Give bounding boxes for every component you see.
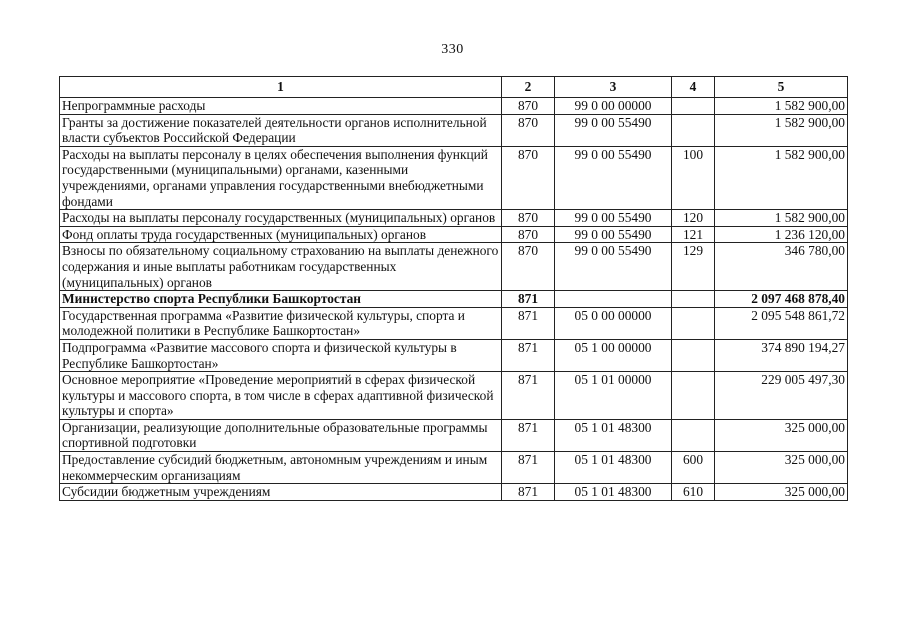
cell-amount: 325 000,00 [715,419,848,451]
cell-amount: 229 005 497,30 [715,372,848,420]
cell-code: 871 [502,307,555,339]
table-row [60,372,848,420]
table-row [60,307,848,339]
cell-expense-type [672,114,715,146]
cell-expense-type: 600 [672,452,715,484]
table-row [60,339,848,371]
cell-name: Непрограммные расходы [60,98,502,115]
table-row [60,419,848,451]
cell-expense-type [672,98,715,115]
table-row [60,484,848,501]
cell-classification: 05 1 01 48300 [555,484,672,501]
cell-name: Министерство спорта Республики Башкортостан [60,291,502,308]
table-row [60,243,848,291]
table-row [60,98,848,115]
cell-amount: 2 097 468 878,40 [715,291,848,308]
table-row [60,226,848,243]
cell-expense-type: 100 [672,146,715,209]
cell-code: 870 [502,210,555,227]
table-row [60,146,848,209]
cell-code: 870 [502,226,555,243]
cell-code: 870 [502,114,555,146]
cell-code: 871 [502,419,555,451]
cell-classification: 99 0 00 55490 [555,146,672,209]
cell-expense-type [672,339,715,371]
cell-amount: 1 582 900,00 [715,210,848,227]
cell-classification: 99 0 00 55490 [555,226,672,243]
column-header-code: 2 [502,77,555,98]
cell-name: Расходы на выплаты персоналу в целях обеспечения выполнения функций государственными (муниципальными) органами, казенными учреждениями, органами управления государственными внебюджетными фондами [60,146,502,209]
cell-code: 871 [502,452,555,484]
cell-amount: 325 000,00 [715,484,848,501]
page-number: 330 [441,42,464,57]
column-header-name: 1 [60,77,502,98]
cell-name: Субсидии бюджетным учреждениям [60,484,502,501]
cell-code: 870 [502,98,555,115]
cell-name: Основное мероприятие «Проведение мероприятий в сферах физической культуры и массового спорта, в том числе в сферах адаптивной физической культуры и спорта» [60,372,502,420]
cell-code: 871 [502,484,555,501]
cell-code: 871 [502,291,555,308]
cell-classification: 05 1 01 48300 [555,452,672,484]
cell-classification: 05 1 01 00000 [555,372,672,420]
table-header-row [60,77,848,98]
cell-classification: 99 0 00 00000 [555,98,672,115]
cell-amount: 2 095 548 861,72 [715,307,848,339]
cell-name: Расходы на выплаты персоналу государственных (муниципальных) органов [60,210,502,227]
table-row [60,210,848,227]
cell-expense-type: 129 [672,243,715,291]
table-row [60,291,848,308]
cell-code: 871 [502,339,555,371]
cell-name: Организации, реализующие дополнительные образовательные программы спортивной подготовки [60,419,502,451]
budget-table [59,76,848,501]
cell-expense-type: 610 [672,484,715,501]
cell-classification: 99 0 00 55490 [555,210,672,227]
table-row [60,452,848,484]
cell-amount: 1 236 120,00 [715,226,848,243]
cell-name: Подпрограмма «Развитие массового спорта и физической культуры в Республике Башкортостан» [60,339,502,371]
cell-expense-type: 121 [672,226,715,243]
cell-classification: 05 1 01 48300 [555,419,672,451]
cell-expense-type [672,372,715,420]
column-header-amount: 5 [715,77,848,98]
cell-amount: 374 890 194,27 [715,339,848,371]
table-row [60,114,848,146]
cell-amount: 325 000,00 [715,452,848,484]
column-header-expense-type: 4 [672,77,715,98]
cell-amount: 1 582 900,00 [715,98,848,115]
cell-name: Взносы по обязательному социальному страхованию на выплаты денежного содержания и иные выплаты работникам государственных (муниципальных) органов [60,243,502,291]
cell-code: 870 [502,243,555,291]
cell-code: 871 [502,372,555,420]
cell-amount: 346 780,00 [715,243,848,291]
cell-code: 870 [502,146,555,209]
cell-amount: 1 582 900,00 [715,146,848,209]
cell-classification: 99 0 00 55490 [555,114,672,146]
cell-classification: 05 1 00 00000 [555,339,672,371]
cell-expense-type: 120 [672,210,715,227]
cell-amount: 1 582 900,00 [715,114,848,146]
column-header-classification: 3 [555,77,672,98]
cell-classification [555,291,672,308]
cell-name: Предоставление субсидий бюджетным, автономным учреждениям и иным некоммерческим организациям [60,452,502,484]
cell-classification: 05 0 00 00000 [555,307,672,339]
cell-expense-type [672,291,715,308]
cell-classification: 99 0 00 55490 [555,243,672,291]
cell-name: Гранты за достижение показателей деятельности органов исполнительной власти субъектов Российской Федерации [60,114,502,146]
cell-name: Фонд оплаты труда государственных (муниципальных) органов [60,226,502,243]
cell-expense-type [672,419,715,451]
cell-name: Государственная программа «Развитие физической культуры, спорта и молодежной политики в Республике Башкортостан» [60,307,502,339]
cell-expense-type [672,307,715,339]
